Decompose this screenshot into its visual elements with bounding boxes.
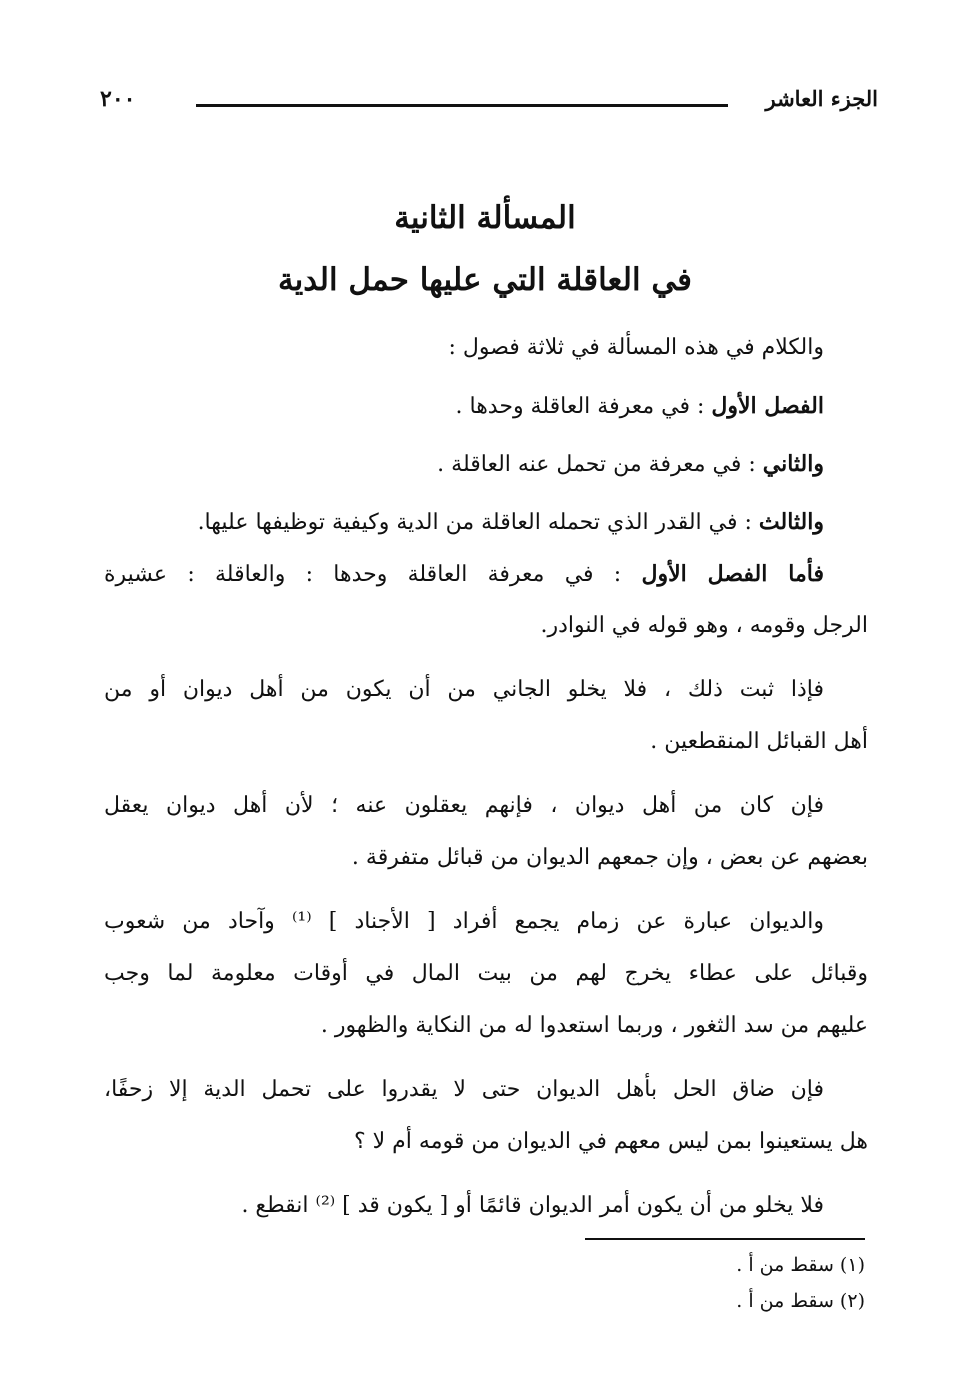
text-line: فلا يخلو من أن يكون أمر الديوان قائمًا أو [ يكون قد ] ⁽²⁾ انقطع . (241, 1193, 824, 1218)
text-line: والكلام في هذه المسألة في ثلاثة فصول : (448, 335, 824, 360)
text-line: وقبائل على عطاء يخرج لهم من بيت المال في أوقات معلومة لما وجب (104, 961, 868, 986)
chapter-label: فأما الفصل الأول (641, 561, 824, 587)
page-number: ٢٠٠ (100, 86, 136, 112)
footnote: (١) سقط من أ . (736, 1254, 865, 1276)
text-line: فإن ضاق الحل بأهل الديوان حتى لا يقدروا على تحمل الدية إلا زحفًا، (104, 1077, 824, 1102)
text-span: : في القدر الذي تحمله العاقلة من الدية وكيفية توظيفها عليها. (197, 510, 759, 535)
chapter-label: والثالث (758, 509, 824, 535)
text-line: والديوان عبارة عن زمام يجمع أفراد [ الأجناد ] ⁽¹⁾ وآحاد من شعوب (104, 909, 824, 934)
text-line (104, 504, 868, 556)
page-header (100, 86, 878, 122)
body-text (104, 330, 868, 1246)
text-line: هل يستعينوا بمن ليس معهم في الديوان من قومه أم لا ؟ (353, 1129, 868, 1154)
text-line: عليهم من سد الثغور ، وربما استعدوا له من النكاية والظهور . (320, 1013, 868, 1038)
text-line (104, 446, 868, 504)
footnote-rule (585, 1238, 865, 1240)
text-line (104, 388, 868, 446)
text-line: الرجل وقومه ، وهو قوله في النوادر. (540, 613, 868, 638)
text-line: أهل القبائل المنقطعين . (650, 729, 868, 754)
text-line: فإن كان من أهل ديوان ، فإنهم يعقلون عنه ؛ لأن أهل ديوان يعقل (104, 793, 825, 818)
section-title: المسألة الثانية (394, 200, 576, 236)
chapter-label: والثاني (762, 451, 824, 477)
running-title: الجزء العاشر (765, 86, 878, 111)
text-span: : في معرفة العاقلة وحدها . (455, 394, 712, 419)
text-span: : في معرفة من تحمل عنه العاقلة . (437, 452, 763, 477)
header-rule (196, 104, 728, 107)
text-line: بعضهم عن بعض ، وإن جمعهم الديوان من قبائل متفرقة . (351, 845, 868, 870)
chapter-label: الفصل الأول (711, 393, 824, 419)
text-line: فإذا ثبت ذلك ، فلا يخلو الجاني من أن يكون من أهل ديوان أو من (104, 677, 824, 702)
footnotes (500, 1250, 865, 1322)
text-span: : في معرفة العاقلة وحدها : والعاقلة : عشيرة (104, 562, 642, 587)
text-line (104, 556, 868, 608)
footnote: (٢) سقط من أ . (736, 1290, 865, 1312)
section-subtitle: في العاقلة التي عليها حمل الدية (277, 262, 693, 298)
